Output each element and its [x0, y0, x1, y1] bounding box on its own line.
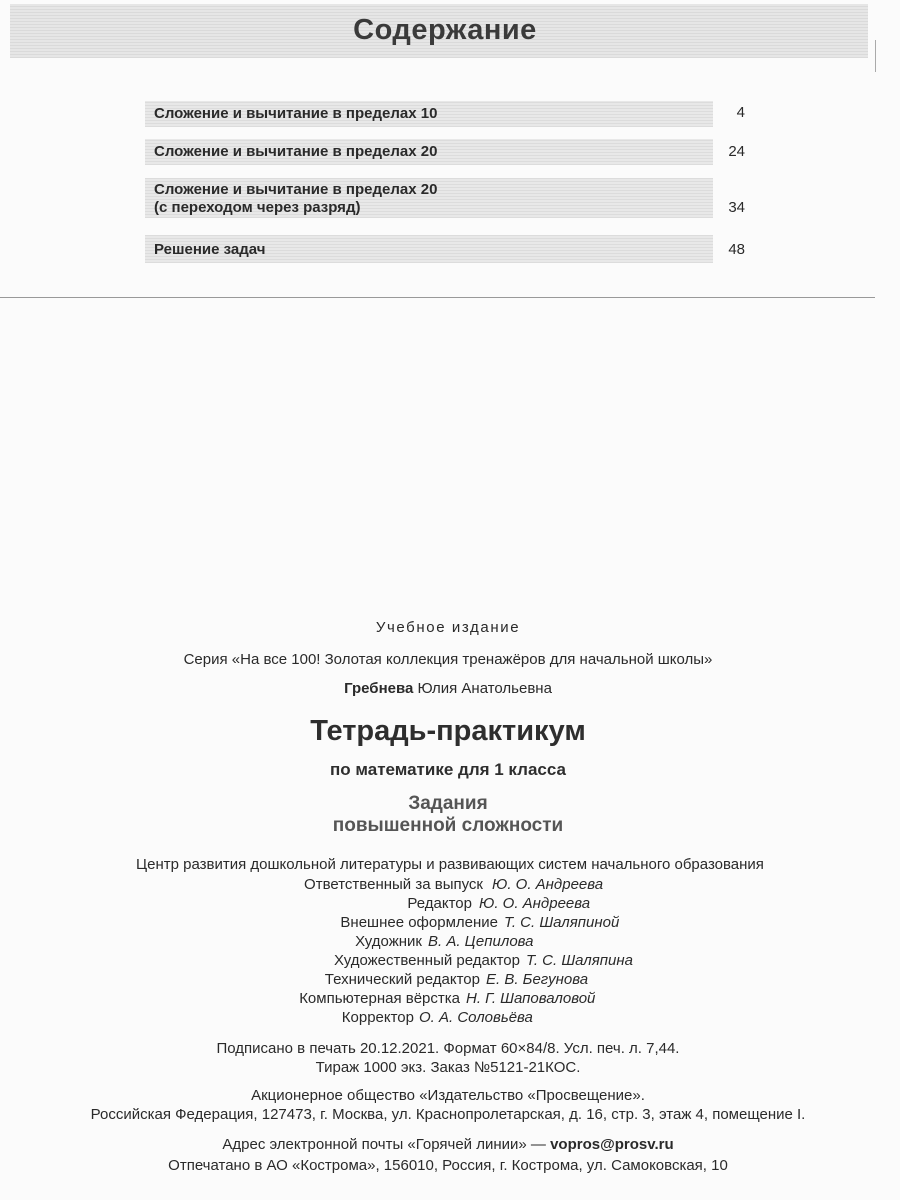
toc-item-page: 24: [728, 143, 745, 160]
author-surname: Гребнева: [344, 680, 414, 697]
toc-item[interactable]: [145, 235, 745, 263]
credit-name: Ю. О. Андреева: [492, 876, 604, 893]
toc-item-label-line2: (с переходом через разряд): [154, 199, 361, 216]
credit-role: Технический редактор: [324, 971, 480, 988]
credit-name: Е. В. Бегунова: [486, 971, 589, 988]
credit-name: Т. С. Шаляпиной: [504, 914, 620, 931]
credit-name: Ю. О. Андреева: [479, 895, 591, 912]
toc-item[interactable]: [145, 139, 745, 165]
credit-role: Внешнее оформление: [340, 914, 498, 931]
credit-name: Т. С. Шаляпина: [526, 952, 633, 969]
printed-at-line: Отпечатано в АО «Кострома», 156010, Россия, г. Кострома, ул. Самоковская, 10: [168, 1157, 728, 1174]
toc-item[interactable]: [145, 178, 745, 222]
email-prefix: Адрес электронной почты «Горячей линии» —: [222, 1136, 546, 1153]
credit-name: О. А. Соловьёва: [419, 1009, 533, 1026]
toc-item-page: 34: [728, 199, 745, 216]
toc-item-label: Сложение и вычитание в пределах 10: [154, 105, 438, 122]
contents-title: Содержание: [353, 14, 537, 46]
author-name: Юлия Анатольевна: [417, 680, 552, 697]
credit-role: Компьютерная вёрстка: [299, 990, 460, 1007]
author-line: [0, 680, 898, 697]
book-subtitle: по математике для 1 класса: [330, 760, 566, 779]
toc-item-page: 48: [728, 241, 745, 258]
page-edge-mark: [875, 40, 876, 72]
email-link[interactable]: vopros@prosv.ru: [550, 1136, 674, 1153]
book-title: Тетрадь-практикум: [310, 715, 586, 747]
credit-role: Ответственный за выпуск: [304, 876, 483, 893]
credit-name: Н. Г. Шаповаловой: [466, 990, 596, 1007]
task-title-line2: повышенной сложности: [332, 815, 564, 836]
print-line-1: Подписано в печать 20.12.2021. Формат 60×84/8. Усл. печ. л. 7,44.: [216, 1040, 680, 1057]
edition-type: Учебное издание: [375, 619, 521, 636]
credit-role: Художник: [355, 933, 422, 950]
toc-item-label: Решение задач: [154, 241, 266, 258]
toc-item-label-line1: Сложение и вычитание в пределах 20: [154, 181, 438, 198]
series-line: Серия «На все 100! Золотая коллекция тренажёров для начальной школы»: [183, 651, 713, 668]
print-line-2: Тираж 1000 экз. Заказ №5121-21КОС.: [315, 1059, 581, 1076]
publisher-line-1: Акционерное общество «Издательство «Просвещение».: [251, 1087, 645, 1104]
section-divider: [0, 297, 875, 298]
center-line: Центр развития дошкольной литературы и развивающих систем начального образования: [136, 856, 764, 873]
credit-name: В. А. Цепилова: [428, 933, 534, 950]
credit-role: Корректор: [341, 1009, 414, 1026]
credit-role: Редактор: [407, 895, 472, 912]
toc-item-label: Сложение и вычитание в пределах 20: [154, 143, 438, 160]
toc-item-page: 4: [736, 104, 745, 121]
publisher-line-2: Российская Федерация, 127473, г. Москва, ул. Краснопролетарская, д. 16, стр. 3, этаж 4, помещение I.: [90, 1106, 806, 1123]
email-line: [0, 1136, 898, 1153]
toc-item[interactable]: [145, 101, 745, 127]
credit-role: Художественный редактор: [334, 952, 520, 969]
task-title-line1: Задания: [408, 793, 488, 814]
